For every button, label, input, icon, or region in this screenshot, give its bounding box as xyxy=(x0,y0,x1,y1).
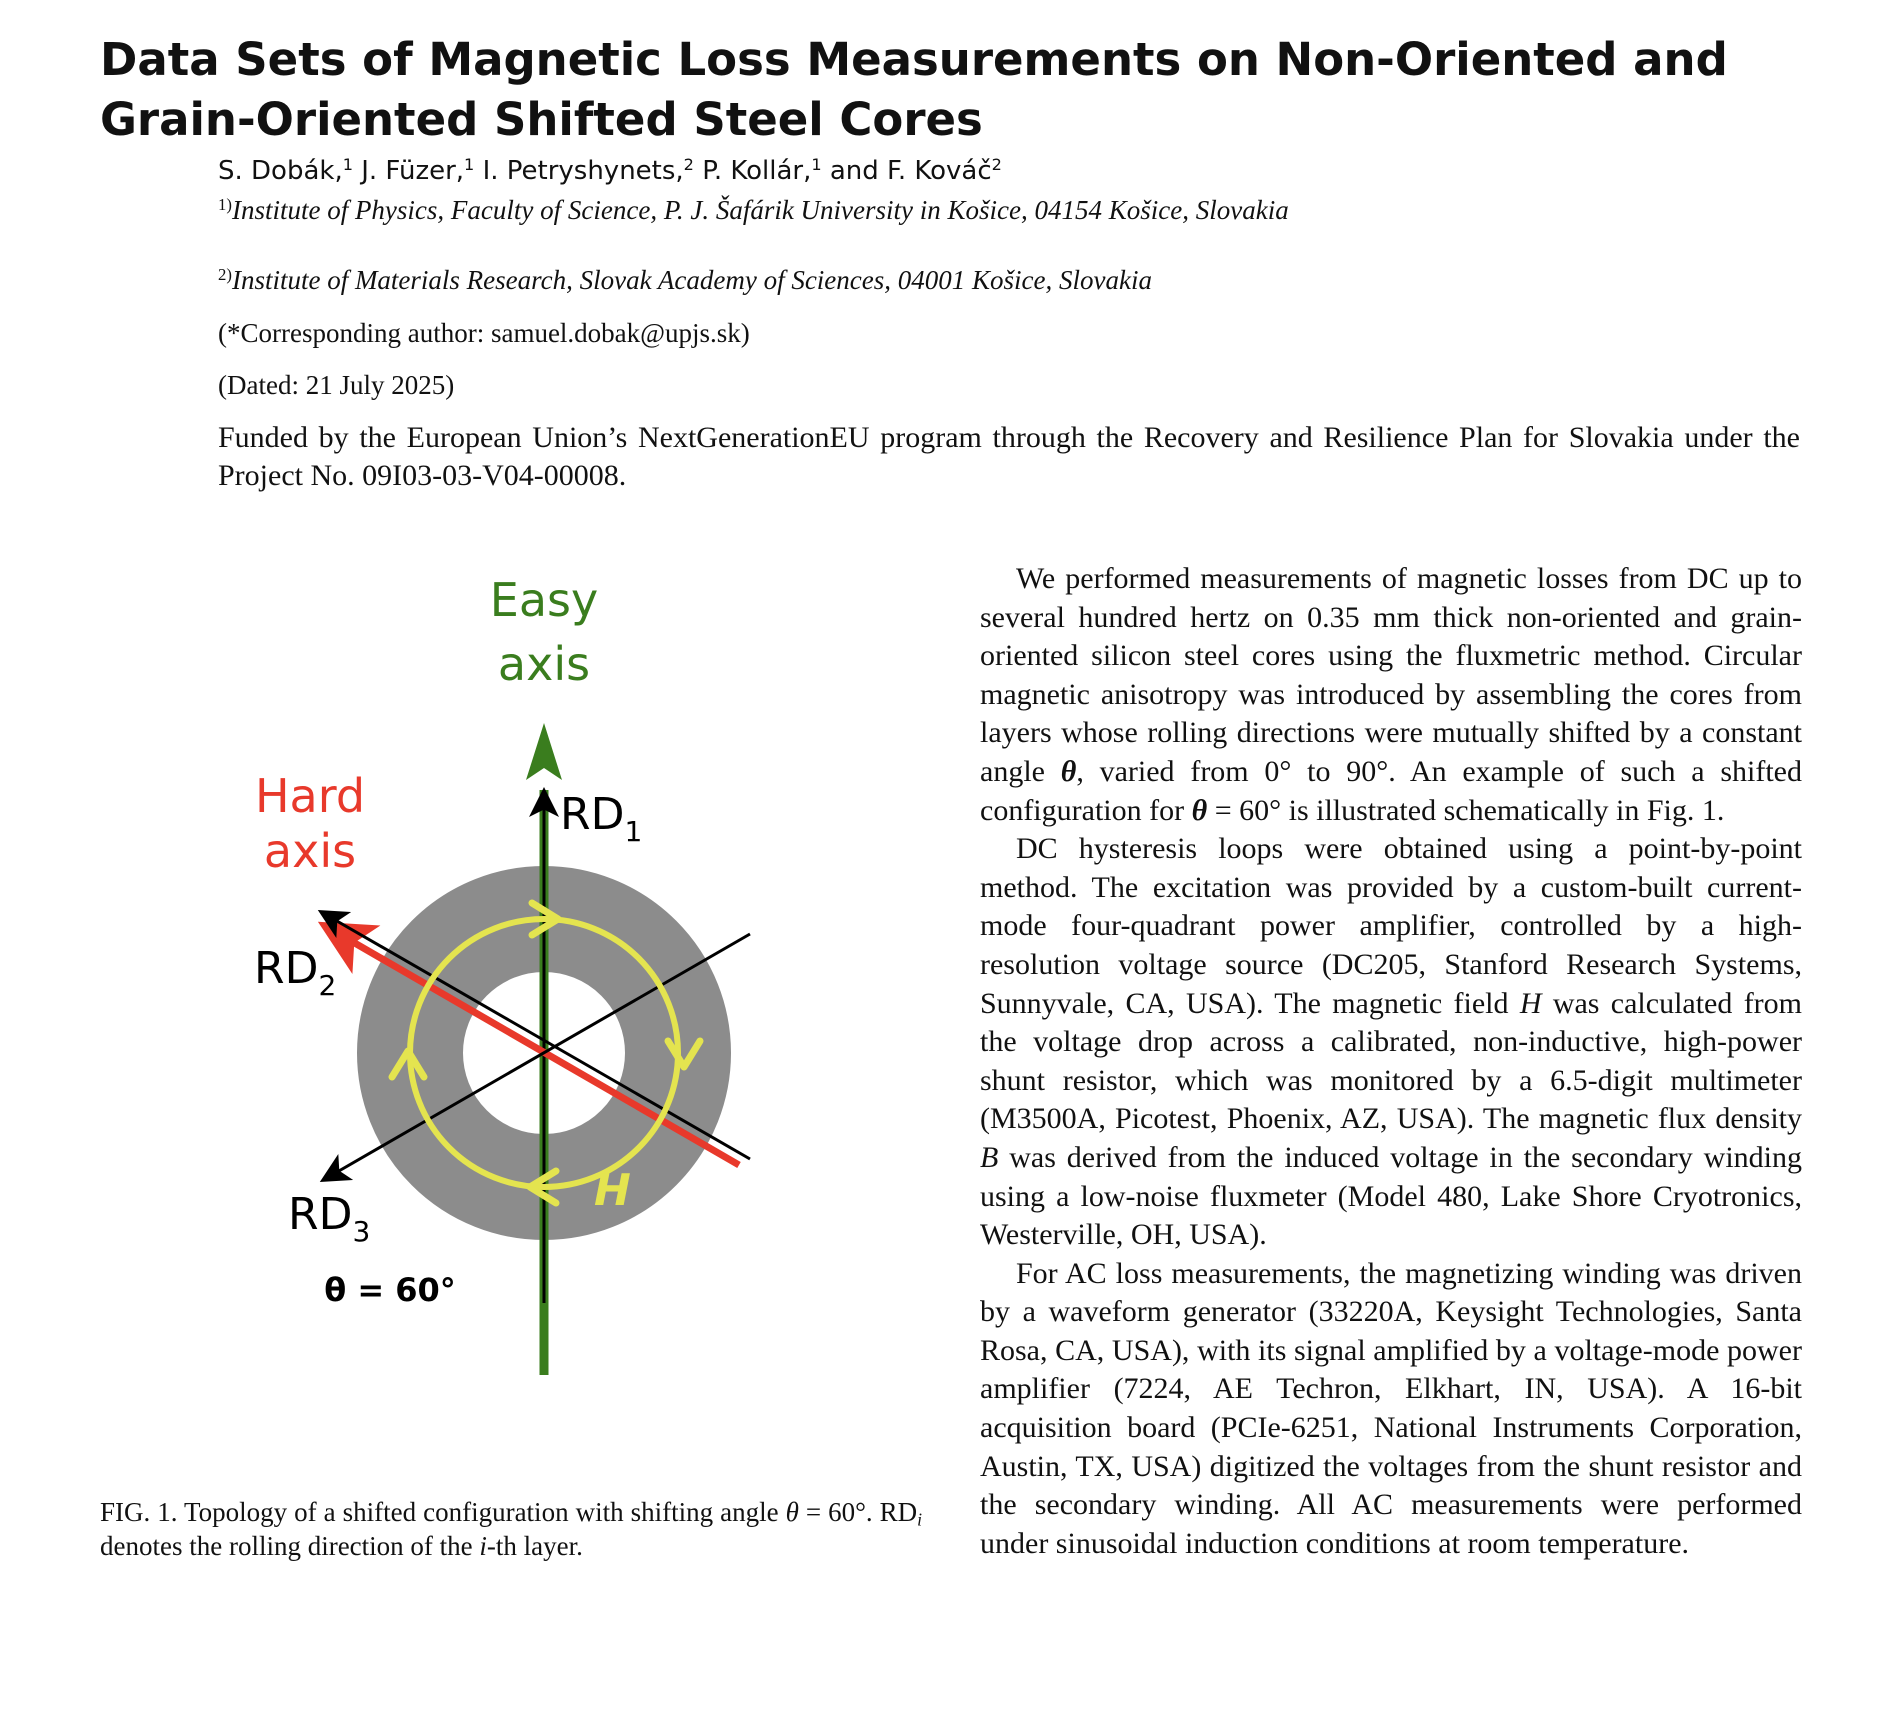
date-line: (Dated: 21 July 2025) xyxy=(218,370,455,400)
body-paragraph-2 xyxy=(980,830,1802,1255)
body-text xyxy=(980,560,1802,1563)
p1-text-c: = 60° is illustrated schematically in Fig. 1. xyxy=(1214,793,1725,827)
author-name: I. Petryshynets, xyxy=(482,156,684,186)
body-paragraph-1 xyxy=(980,560,1802,830)
rd1-label xyxy=(560,789,642,848)
p2-symbol-h: H xyxy=(1519,986,1542,1020)
angle-label: θ = 60° xyxy=(324,1271,456,1309)
p2-text-a: DC hysteresis loops were obtained using a point-by-point method. The excitation was provided by a custom-built current-mode four-quadrant power amplifier, controlled by a high-resolution voltage source (DC205, Stanford Research Systems, Sunnyvale, CA, USA). The magnetic field xyxy=(980,832,1802,1020)
field-h-label: H xyxy=(594,1165,631,1216)
p2-symbol-b: B xyxy=(980,1140,999,1174)
p1-theta: θ xyxy=(1191,793,1208,827)
hard-axis-label-line1: Hard xyxy=(254,769,366,823)
easy-axis-label-line2: axis xyxy=(497,637,591,691)
shifted-core-diagram xyxy=(230,565,790,1385)
funding-statement: Funded by the European Union’s NextGenerationEU program through the Recovery and Resilience Plan for Slovakia under the Project No. 09I03-03-V04-00008. xyxy=(218,421,1800,492)
affiliation-text: Institute of Materials Research, Slovak Academy of Sciences, 04001 Košice, Slovakia xyxy=(231,265,1152,295)
caption-suffix: -th layer. xyxy=(486,1531,583,1561)
rd3-label-base: RD xyxy=(288,1189,353,1240)
caption-theta: θ xyxy=(785,1497,799,1527)
figure-caption xyxy=(100,1495,922,1563)
author-name: and F. Kováč xyxy=(829,156,992,186)
rd1-label-sub: 1 xyxy=(624,815,643,848)
p1-text-b: , varied from 0° to 90°. An example of such a shifted configuration for xyxy=(980,754,1802,827)
affiliation-number: 2) xyxy=(218,264,232,284)
author-name: J. Füzer, xyxy=(361,156,465,186)
caption-i: i xyxy=(479,1531,487,1561)
rd3-label xyxy=(288,1189,370,1248)
corresponding-author: (*Corresponding author: samuel.dobak@upjs.sk) xyxy=(218,318,750,348)
p2-text-c: was derived from the induced voltage in the secondary winding using a low-noise fluxmeter (Model 480, Lake Shore Cryotronics, Westerville, OH, USA). xyxy=(980,1140,1802,1252)
author-affiliation-mark: 2 xyxy=(683,155,694,175)
rd2-label-sub: 2 xyxy=(318,969,337,1002)
affiliation-number: 1) xyxy=(218,194,232,214)
author-list xyxy=(218,154,1002,188)
hard-axis-label-line2: axis xyxy=(263,824,357,878)
author-affiliation-mark: 1 xyxy=(342,155,353,175)
author-affiliation-mark: 1 xyxy=(464,155,475,175)
easy-axis-arrowhead xyxy=(526,723,562,780)
p1-text-a: We performed measurements of magnetic losses from DC up to several hundred hertz on 0.35 mm thick non-oriented and grain-oriented silicon steel cores using the fluxmetric method. Circular magnetic anisotropy was introduced by assembling the cores from layers whose rolling directions were mutually shifted by a constant angle xyxy=(980,562,1802,788)
p2-text-b: was calculated from the voltage drop across a calibrated, non-inductive, high-power shunt resistor, which was monitored by a 6.5-digit multimeter (M3500A, Picotest, Phoenix, AZ, USA). The magnetic flux density xyxy=(980,986,1803,1136)
rd3-label-sub: 3 xyxy=(352,1215,371,1248)
caption-mid: denotes the rolling direction of the xyxy=(100,1531,473,1561)
caption-eq: = 60°. xyxy=(805,1497,873,1527)
author-name: P. Kollár, xyxy=(702,156,812,186)
affiliation-1 xyxy=(218,193,1378,228)
paper-title: Data Sets of Magnetic Loss Measurements on Non-Oriented and Grain-Oriented Shifted Steel Cores xyxy=(100,33,1728,146)
easy-axis-label-line1: Easy xyxy=(489,573,599,627)
caption-prefix: FIG. 1. Topology of a shifted configuration with shifting angle xyxy=(100,1497,779,1527)
figure-1 xyxy=(230,565,790,1385)
author-affiliation-mark: 1 xyxy=(811,155,822,175)
rd2-label xyxy=(254,943,336,1002)
author-affiliation-mark: 2 xyxy=(991,155,1002,175)
rd2-label-base: RD xyxy=(254,943,319,994)
rd1-label-base: RD xyxy=(560,789,625,840)
affiliation-text: Institute of Physics, Faculty of Science, P. J. Šafárik University in Košice, 04154 Košice, Slovakia xyxy=(231,195,1289,225)
body-paragraph-3: For AC loss measurements, the magnetizing winding was driven by a waveform generator (33220A, Keysight Technologies, Santa Rosa, CA, USA), with its signal amplified by a voltage-mode power amplifier (7224, AE Techron, Elkhart, IN, USA). A 16-bit acquisition board (PCIe-6251, National Instruments Corporation, Austin, TX, USA) digitized the voltages from the shunt resistor and the secondary winding. All AC measurements were performed under sinusoidal induction conditions at room temperature. xyxy=(980,1256,1802,1560)
p1-theta: θ xyxy=(1060,754,1077,788)
affiliation-2 xyxy=(218,263,1378,298)
caption-rd: RD xyxy=(879,1497,918,1527)
author-name: S. Dobák, xyxy=(218,156,343,186)
caption-rd-sub: i xyxy=(917,1509,923,1530)
